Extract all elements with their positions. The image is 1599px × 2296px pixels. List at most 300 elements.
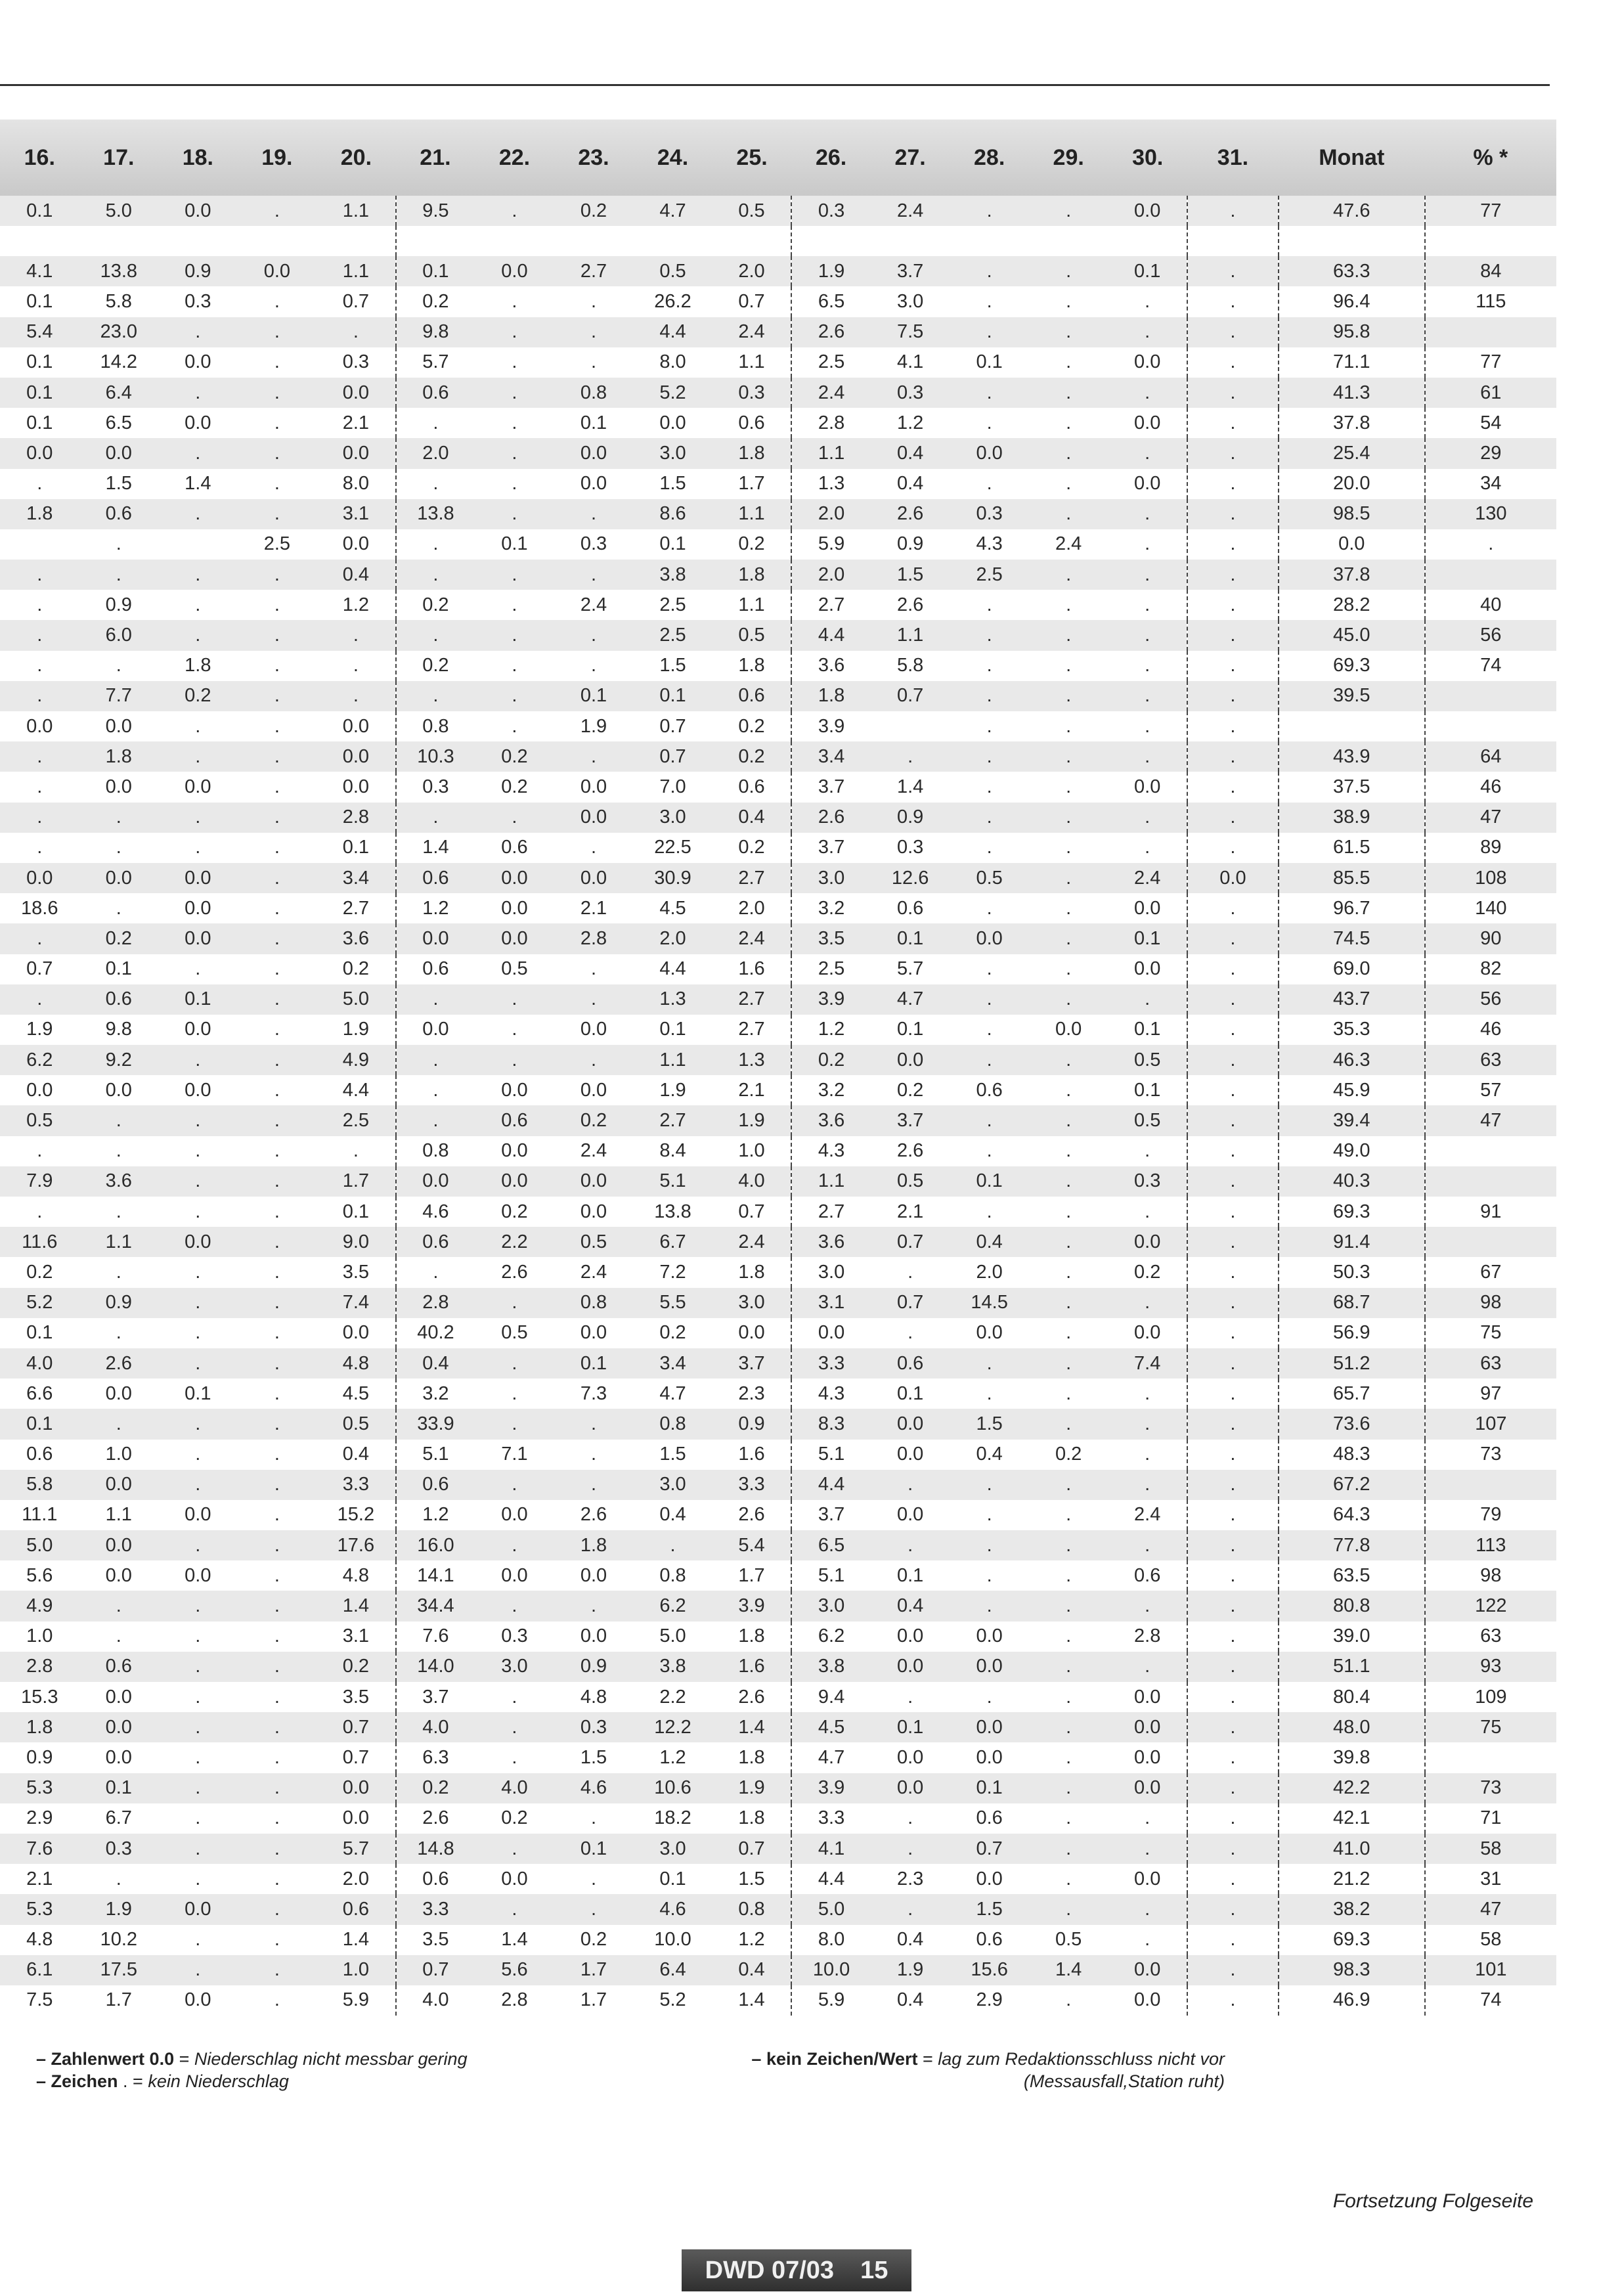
table-cell: 0.3 — [422, 776, 449, 797]
table-cell: 4.3 — [818, 1382, 845, 1404]
table-cell — [1029, 226, 1108, 256]
table-cell: . — [1108, 1530, 1187, 1560]
table-cell: 1.8 — [712, 651, 792, 681]
table-cell: 0.3 — [554, 1712, 634, 1742]
table-cell: 5.9 — [818, 533, 845, 555]
table-cell: 1.2 — [659, 1746, 686, 1768]
table-cell: 4.7 — [659, 1382, 686, 1404]
table-cell: 0.0 — [1108, 1742, 1187, 1773]
table-cell: 5.6 — [26, 1564, 53, 1586]
table-cell: 6.2 — [633, 1591, 712, 1621]
table-cell — [1425, 317, 1556, 347]
table-cell: 0.0 — [79, 863, 159, 893]
table-cell: 0.6 — [712, 772, 792, 802]
column-header: 20. — [317, 120, 396, 196]
column-header: 28. — [950, 120, 1029, 196]
table-cell: 2.6 — [580, 1504, 607, 1526]
table-cell: . — [1108, 1834, 1187, 1864]
table-cell: 4.8 — [317, 1560, 396, 1591]
table-cell: . — [950, 378, 1029, 408]
table-cell: 0.6 — [396, 378, 475, 408]
table-cell: 2.7 — [317, 893, 396, 923]
table-cell: . — [116, 1322, 121, 1344]
table-cell: 1.1 — [317, 256, 396, 286]
table-cell: 2.4 — [791, 378, 871, 408]
table-cell: 73 — [1425, 1773, 1556, 1803]
table-cell: 38.2 — [1279, 1894, 1425, 1924]
table-cell: 0.1 — [79, 1773, 159, 1803]
table-cell: 1.3 — [712, 1045, 792, 1075]
table-cell: 2.1 — [580, 897, 607, 919]
table-cell: 0.0 — [26, 1079, 53, 1101]
table-cell: . — [195, 1261, 201, 1283]
table-cell: 40.3 — [1279, 1166, 1425, 1197]
table-cell: . — [433, 473, 439, 495]
table-cell: 0.7 — [317, 1712, 396, 1742]
table-cell: . — [274, 958, 280, 980]
table-cell: 6.4 — [79, 378, 159, 408]
table-cell: 3.7 — [818, 776, 845, 797]
table-cell: 0.0 — [1055, 1019, 1082, 1040]
table-cell: 35.3 — [1279, 1015, 1425, 1045]
table-cell: 7.5 — [26, 1989, 53, 2011]
table-cell: . — [238, 1834, 317, 1864]
table-cell: . — [908, 1322, 913, 1344]
table-cell: . — [1187, 1045, 1279, 1075]
table-cell: 2.6 — [79, 1348, 159, 1379]
table-cell: 2.7 — [554, 256, 634, 286]
table-cell: 5.7 — [317, 1834, 396, 1864]
table-cell: 0.0 — [1108, 1955, 1187, 1985]
table-cell: 0.6 — [396, 863, 475, 893]
table-cell: . — [37, 594, 43, 615]
table-cell: 0.0 — [158, 196, 238, 226]
table-cell: 0.0 — [0, 863, 79, 893]
table-cell: 0.6 — [976, 1807, 1003, 1829]
table-cell: 0.3 — [185, 290, 211, 312]
table-cell: . — [475, 1591, 554, 1621]
table-cell: 1.9 — [580, 715, 607, 737]
table-cell: 3.1 — [317, 499, 396, 529]
table-cell: 64.3 — [1279, 1500, 1425, 1530]
table-cell: 29 — [1425, 438, 1556, 468]
table-cell: . — [512, 594, 517, 615]
table-cell: . — [116, 655, 121, 676]
table-cell: 0.7 — [659, 715, 686, 737]
table-cell: . — [158, 560, 238, 590]
table-cell: . — [1108, 438, 1187, 468]
table-cell: . — [1187, 772, 1279, 802]
table-cell: 0.0 — [580, 1079, 607, 1101]
table-cell: . — [158, 438, 238, 468]
table-cell: 2.7 — [712, 863, 792, 893]
table-cell: 3.0 — [633, 803, 712, 833]
table-cell: 21.2 — [1279, 1864, 1425, 1894]
table-cell: . — [590, 837, 597, 858]
table-cell: 0.0 — [501, 1079, 528, 1101]
table-cell — [1425, 1742, 1556, 1773]
table-cell: 3.6 — [791, 1105, 871, 1136]
table-cell — [0, 529, 79, 560]
table-cell: . — [1187, 560, 1279, 590]
table-cell: 0.2 — [712, 741, 792, 772]
table-cell: 5.0 — [659, 1625, 686, 1647]
legend-dot-text: kein Niederschlag — [148, 2071, 289, 2091]
table-cell: . — [79, 1105, 159, 1136]
table-cell: . — [274, 594, 280, 615]
table-cell: . — [1187, 1560, 1279, 1591]
table-cell: 3.0 — [633, 1470, 712, 1500]
table-cell: . — [554, 1591, 634, 1621]
table-cell: . — [1108, 651, 1187, 681]
table-cell: . — [1066, 958, 1072, 980]
table-cell: 75 — [1425, 1712, 1556, 1742]
table-cell — [1425, 1227, 1556, 1257]
table-cell: 2.4 — [580, 1140, 607, 1162]
table-cell — [950, 226, 1029, 256]
table-cell: . — [274, 1201, 280, 1222]
table-cell: 0.6 — [422, 1868, 449, 1889]
table-cell — [871, 226, 950, 256]
table-cell: . — [1029, 196, 1108, 226]
top-rule — [0, 84, 1550, 86]
table-cell: 0.4 — [712, 803, 792, 833]
table-cell: . — [1187, 1348, 1279, 1379]
table-cell — [475, 226, 554, 256]
table-cell: 1.9 — [317, 1015, 396, 1045]
table-cell: . — [1187, 1318, 1279, 1348]
table-cell: . — [475, 984, 554, 1015]
table-cell: 2.4 — [1108, 1500, 1187, 1530]
table-cell: 1.8 — [712, 1257, 792, 1287]
table-cell: . — [1029, 741, 1108, 772]
table-cell: . — [274, 897, 280, 919]
table-cell: 63.5 — [1279, 1560, 1425, 1591]
table-cell: 12.2 — [633, 1712, 712, 1742]
table-cell: 2.0 — [317, 1864, 396, 1894]
table-cell: 0.0 — [317, 772, 396, 802]
table-cell: . — [79, 1591, 159, 1621]
table-cell: . — [238, 438, 317, 468]
table-cell: . — [1029, 1652, 1108, 1682]
table-cell: . — [1187, 833, 1279, 863]
table-cell: . — [396, 681, 475, 711]
table-cell: . — [950, 256, 1029, 286]
table-cell: 3.0 — [633, 1834, 712, 1864]
table-cell: 22.5 — [654, 837, 691, 858]
table-cell: 0.0 — [1108, 1773, 1187, 1803]
table-cell: . — [195, 837, 201, 858]
table-cell: 0.0 — [501, 1868, 528, 1889]
table-cell: 9.4 — [818, 1686, 845, 1708]
table-cell: 2.0 — [976, 1261, 1003, 1283]
table-cell: 0.0 — [580, 1322, 607, 1344]
table-cell: 6.2 — [0, 1045, 79, 1075]
table-cell: 0.0 — [1187, 863, 1279, 893]
table-cell: 0.0 — [396, 1166, 475, 1197]
table-cell: . — [79, 803, 159, 833]
table-cell: 9.5 — [396, 196, 475, 226]
table-cell: 4.4 — [633, 317, 712, 347]
table-cell: 2.9 — [26, 1807, 53, 1829]
table-cell: . — [1066, 1261, 1072, 1283]
table-cell: 3.5 — [317, 1257, 396, 1287]
table-cell: . — [195, 1201, 201, 1222]
table-cell: 0.6 — [1108, 1560, 1187, 1591]
table-cell: . — [950, 1591, 1029, 1621]
table-cell: 1.8 — [791, 681, 871, 711]
table-cell: . — [986, 776, 992, 797]
table-cell: 2.5 — [818, 351, 845, 373]
table-cell: . — [554, 1409, 634, 1439]
table-cell: 45.9 — [1279, 1075, 1425, 1105]
table-row — [0, 681, 1556, 711]
table-cell: 3.6 — [791, 1227, 871, 1257]
table-cell: 1.6 — [712, 1440, 792, 1470]
table-cell: 1.8 — [712, 438, 792, 468]
table-cell: . — [1029, 256, 1108, 286]
table-cell: . — [986, 1564, 992, 1586]
table-cell: 26.2 — [654, 290, 691, 312]
table-header-row — [0, 120, 1556, 196]
table-cell: 38.9 — [1279, 803, 1425, 833]
table-cell: 4.6 — [422, 1201, 449, 1222]
table-cell: . — [238, 863, 317, 893]
table-cell: 46 — [1480, 776, 1502, 797]
table-cell: 5.6 — [475, 1955, 554, 1985]
table-cell: . — [1066, 837, 1072, 858]
table-cell: . — [195, 958, 201, 980]
table-cell: 0.0 — [185, 1079, 211, 1101]
table-cell: 0.0 — [238, 256, 317, 286]
table-cell: 0.0 — [185, 1989, 211, 2011]
table-cell: . — [1108, 711, 1187, 741]
table-cell: 3.0 — [791, 863, 871, 893]
table-cell: 4.0 — [422, 1989, 449, 2011]
table-cell: . — [1066, 594, 1072, 615]
table-cell: . — [590, 1807, 597, 1829]
table-cell: . — [475, 438, 554, 468]
table-cell: . — [986, 1019, 992, 1040]
table-cell: 0.0 — [185, 1019, 211, 1040]
table-cell: 84 — [1425, 256, 1556, 286]
table-cell: 3.5 — [422, 1929, 449, 1951]
table-cell: . — [238, 1166, 317, 1197]
table-cell: 0.0 — [501, 1140, 528, 1162]
table-cell: 39.5 — [1279, 681, 1425, 711]
table-cell: 74 — [1480, 1989, 1502, 2011]
table-cell: 1.4 — [185, 473, 211, 495]
table-cell: . — [396, 1045, 475, 1075]
table-cell: 0.8 — [712, 1894, 792, 1924]
table-cell: 0.0 — [317, 1318, 396, 1348]
table-cell: 3.7 — [818, 1504, 845, 1526]
table-cell: 0.7 — [633, 741, 712, 772]
table-cell: 7.2 — [659, 1261, 686, 1283]
table-cell: 0.1 — [501, 533, 528, 555]
table-cell: . — [274, 1079, 280, 1101]
table-row — [0, 347, 1556, 378]
table-cell: 2.7 — [712, 984, 792, 1015]
table-cell: 0.5 — [501, 958, 528, 980]
table-cell: 0.0 — [185, 1564, 211, 1586]
table-cell: 34.4 — [396, 1591, 475, 1621]
table-cell: . — [1108, 984, 1187, 1015]
table-cell: 0.2 — [317, 1652, 396, 1682]
column-header: 26. — [791, 120, 871, 196]
table-row — [0, 1409, 1556, 1439]
table-cell: . — [871, 1894, 950, 1924]
table-cell: 1.4 — [896, 776, 924, 797]
table-cell: 0.1 — [1108, 256, 1187, 286]
table-cell: . — [1187, 286, 1279, 317]
table-cell: . — [396, 1105, 475, 1136]
table-cell: 6.5 — [791, 1530, 871, 1560]
table-cell: 0.0 — [185, 351, 211, 373]
legend-missing-label: – kein Zeichen/Wert — [751, 2049, 918, 2069]
table-cell: 2.6 — [501, 1261, 528, 1283]
table-cell: 1.1 — [712, 499, 792, 529]
table-cell: . — [274, 290, 280, 312]
table-cell: 3.7 — [871, 256, 950, 286]
table-cell: 0.1 — [26, 351, 53, 373]
table-cell: 1.7 — [105, 1989, 132, 2011]
table-cell: . — [1187, 1105, 1279, 1136]
table-cell: . — [274, 1019, 280, 1040]
table-cell: 15.2 — [317, 1500, 396, 1530]
table-cell: 96.7 — [1279, 893, 1425, 923]
table-cell: 18.2 — [654, 1807, 691, 1829]
table-cell: . — [1029, 499, 1108, 529]
table-cell: . — [1066, 1807, 1072, 1829]
table-cell: 5.8 — [0, 1470, 79, 1500]
table-cell: 0.0 — [1108, 469, 1187, 499]
table-cell: 77 — [1480, 351, 1502, 373]
table-cell: 0.0 — [1108, 1712, 1187, 1742]
table-cell: 0.2 — [580, 1929, 607, 1951]
table-cell: . — [274, 1564, 280, 1586]
column-header: 25. — [712, 120, 792, 196]
table-cell: 42.2 — [1279, 1773, 1425, 1803]
table-cell: 49.0 — [1279, 1136, 1425, 1166]
table-cell: . — [195, 1686, 201, 1708]
table-cell: . — [986, 1140, 992, 1162]
table-cell: . — [238, 923, 317, 954]
table-cell: . — [158, 1105, 238, 1136]
table-cell: . — [1029, 1712, 1108, 1742]
table-row — [0, 1682, 1556, 1712]
table-cell: 2.3 — [712, 1379, 792, 1409]
table-cell: 8.0 — [818, 1929, 845, 1951]
table-cell: 0.7 — [871, 1288, 950, 1318]
table-cell: 0.2 — [712, 833, 792, 863]
table-cell: 1.8 — [0, 1712, 79, 1742]
table-cell: 0.6 — [79, 1652, 159, 1682]
table-cell: . — [1187, 1530, 1279, 1560]
table-cell: . — [1187, 1197, 1279, 1227]
table-cell: . — [1187, 1803, 1279, 1834]
table-cell: 15.3 — [21, 1686, 58, 1708]
table-cell: 3.8 — [633, 560, 712, 590]
table-cell: 0.2 — [501, 776, 528, 797]
table-cell: . — [475, 1348, 554, 1379]
legend-missing-note: (Messausfall,Station ruht) — [1023, 2071, 1225, 2091]
table-cell: 3.3 — [712, 1470, 792, 1500]
table-cell: 9.0 — [317, 1227, 396, 1257]
table-cell: 0.2 — [554, 1105, 634, 1136]
table-cell: 0.0 — [475, 863, 554, 893]
table-cell: . — [1108, 560, 1187, 590]
table-cell: 9.8 — [105, 1019, 132, 1040]
table-cell: . — [1108, 1440, 1187, 1470]
legend-dot-eq: . = — [118, 2071, 148, 2091]
table-cell: 0.1 — [871, 1712, 950, 1742]
table-cell: 14.8 — [396, 1834, 475, 1864]
table-cell: 7.6 — [0, 1834, 79, 1864]
table-cell: . — [274, 473, 280, 495]
table-row — [0, 1197, 1556, 1227]
table-cell: 69.3 — [1279, 651, 1425, 681]
table-cell: . — [158, 1652, 238, 1682]
legend-missing-eq: = — [917, 2049, 938, 2069]
table-cell — [1108, 226, 1187, 256]
table-cell: 0.5 — [317, 1409, 396, 1439]
table-cell: . — [1029, 1470, 1108, 1500]
column-header: Monat — [1279, 120, 1425, 196]
table-cell: 8.0 — [317, 469, 396, 499]
table-cell: 69.3 — [1279, 1197, 1425, 1227]
table-cell: 98.5 — [1279, 499, 1425, 529]
table-cell: 63 — [1425, 1348, 1556, 1379]
table-cell: 47 — [1425, 1894, 1556, 1924]
table-cell: 0.0 — [317, 711, 396, 741]
table-row — [0, 1834, 1556, 1864]
table-cell: 0.1 — [317, 833, 396, 863]
table-cell: 0.0 — [1108, 954, 1187, 984]
table-cell: 0.0 — [501, 1504, 528, 1526]
table-cell: 6.2 — [818, 1625, 845, 1647]
table-cell: . — [1187, 196, 1279, 226]
table-cell: 0.6 — [712, 681, 792, 711]
table-cell — [1425, 711, 1556, 741]
table-cell: 3.1 — [791, 1288, 871, 1318]
table-row — [0, 1105, 1556, 1136]
table-cell: . — [986, 1201, 992, 1222]
table-cell: 0.3 — [1108, 1166, 1187, 1197]
table-cell: . — [274, 1382, 280, 1404]
table-cell: 0.6 — [422, 958, 449, 980]
table-cell: 0.5 — [554, 1227, 634, 1257]
table-cell — [158, 529, 238, 560]
table-cell: . — [1066, 412, 1072, 433]
table-cell: 4.5 — [659, 897, 686, 919]
table-cell: 0.0 — [317, 529, 396, 560]
table-cell: . — [590, 351, 597, 373]
table-cell: 0.6 — [317, 1894, 396, 1924]
table-cell: . — [238, 1227, 317, 1257]
table-cell: 4.4 — [317, 1075, 396, 1105]
table-cell: 0.0 — [501, 1564, 528, 1586]
table-cell: 6.5 — [105, 412, 132, 433]
table-cell: 0.1 — [185, 1382, 211, 1404]
table-cell: 3.7 — [422, 1686, 449, 1708]
table-cell: 10.2 — [100, 1929, 138, 1951]
table-cell: 2.4 — [712, 317, 792, 347]
precipitation-table — [0, 120, 1556, 2016]
table-cell: 9.8 — [396, 317, 475, 347]
table-cell: 0.1 — [896, 1564, 924, 1586]
table-cell: 2.7 — [633, 1105, 712, 1136]
